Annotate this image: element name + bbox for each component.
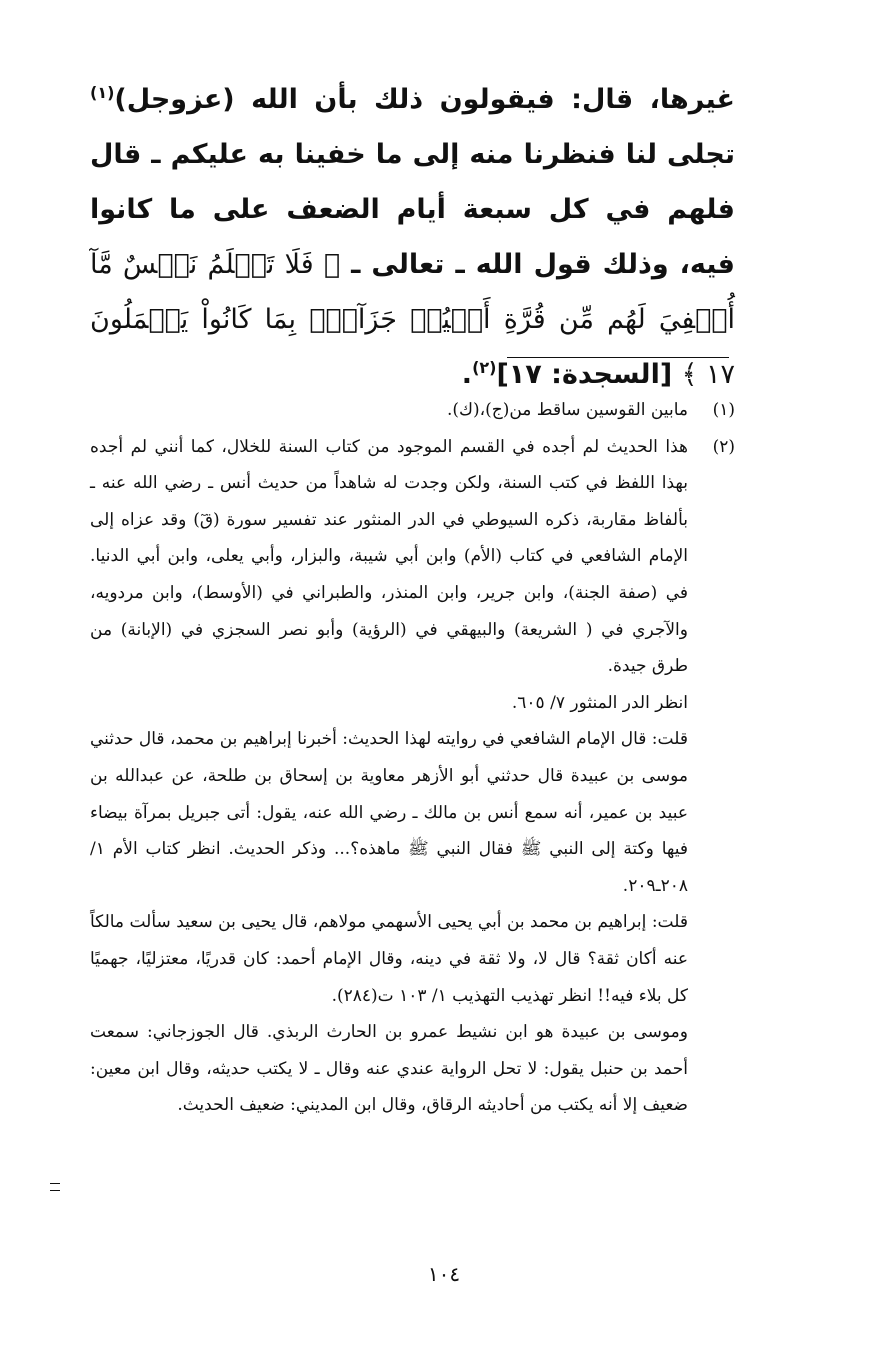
footnote-1 (90, 392, 735, 429)
footnote-ref-1: (١) (90, 83, 115, 102)
footnote-body (90, 392, 688, 429)
main-paragraph (90, 72, 735, 402)
footnote-text: قلت: إبراهيم بن محمد بن أبي يحيى الأسهمي مولاهم، قال يحيى بن سعيد سألت مالكاً عنه أكان ثقة؟ قال لا، ولا ثقة في دينه، وقال الإمام أحمد: كان قدريًا، معتزليًا، جهميًا كل بلاء فيه!! انظر تهذيب التهذيب ١/ ١٠٣ ت(٢٨٤). (90, 912, 688, 1006)
main-line-1: غيرها، قال: فيقولون ذلك بأن الله (عزوجل) (114, 84, 735, 115)
page-number: ١٠٤ (427, 1262, 461, 1286)
footnote-number: (٢) (712, 436, 735, 457)
surah-citation: [السجدة: ١٧] (496, 359, 673, 390)
continuation-mark (50, 1183, 60, 1191)
footnote-text: قلت: قال الإمام الشافعي في روايته لهذا الحديث: أخبرنا إبراهيم بن محمد، قال حدثني موسى بن عبيدة قال حدثني أبو الأزهر معاوية بن إسحاق بن طلحة، عن عبدالله بن عبيد بن عمير، أنه سمع أنس بن مالك ـ رضي الله عنه، يقول: أتى جبريل بمرآة بيضاء فيها وكتة إلى النبي ﷺ فقال النبي ﷺ ماهذه؟... وذكر الحديث. انظر كتاب الأم ١/ ٢٠٨ـ٢٠٩. (90, 729, 688, 896)
footnote-text: انظر الدر المنثور ٧/ ٦٠٥. (511, 692, 688, 713)
quran-verse: ﴿ فَلَا تَعۡلَمُ نَفۡسٌ مَّآ أُخۡفِيَ لَهُم مِّن قُرَّةِ أَعۡيُنٖ جَزَآءَۢ بِمَا كَانُواْ يَعۡمَلُونَ ١٧ ﴾ (90, 249, 735, 390)
main-text (90, 72, 735, 402)
main-line-2: تجلى لنا فنظرنا منه إلى ما خفينا به عليكم ـ قال فلهم في كل سبعة أيام الضعف على ما كانوا فيه، وذلك قول الله ـ تعالى ـ (90, 139, 735, 280)
footnote-separator (507, 357, 729, 358)
footnote-text: وموسى بن عبيدة هو ابن نشيط عمرو بن الحارث الربذي. قال الجوزجاني: سمعت أحمد بن حنبل يقول: لا تحل الرواية عندي عنه وقال ـ لا يكتب حديثه، وقال ابن معين: ضعيف إلا أنه يكتب من أحاديثه الرقاق، وقال ابن المديني: ضعيف الحديث. (90, 1022, 688, 1116)
footnotes (90, 392, 735, 1124)
footnote-2 (90, 429, 735, 1124)
footnote-number: (١) (712, 400, 735, 420)
footnote-ref-2: (٢) (472, 358, 497, 377)
footnote-text: مابين القوسين ساقط من(ج)،(ك). (446, 400, 688, 420)
main-end-period: . (461, 359, 473, 390)
footnote-text: هذا الحديث لم أجده في القسم الموجود من كتاب السنة للخلال، كما أنني لم أجده بهذا اللفظ في كتب السنة، ولكن وجدت له شاهداً من حديث أنس ـ رضي الله عنه ـ بألفاظ مقاربة، ذكره السيوطي في الدر المنثور عند تفسير سورة (قٓ) وقد عزاه إلى الإمام الشافعي في كتاب (الأم) وابن أبي شيبة، والبزار، وأبي يعلى، وابن أبي الدنيا. في (صفة الجنة)، وابن جرير، وابن المنذر، والطبراني في (الأوسط)، وابن مردويه، والآجري في ( الشريعة) والبيهقي في (الرؤية) وأبو نصر السجزي في (الإبانة) من طرق جيدة. (90, 436, 688, 677)
footnote-body (90, 429, 688, 1124)
